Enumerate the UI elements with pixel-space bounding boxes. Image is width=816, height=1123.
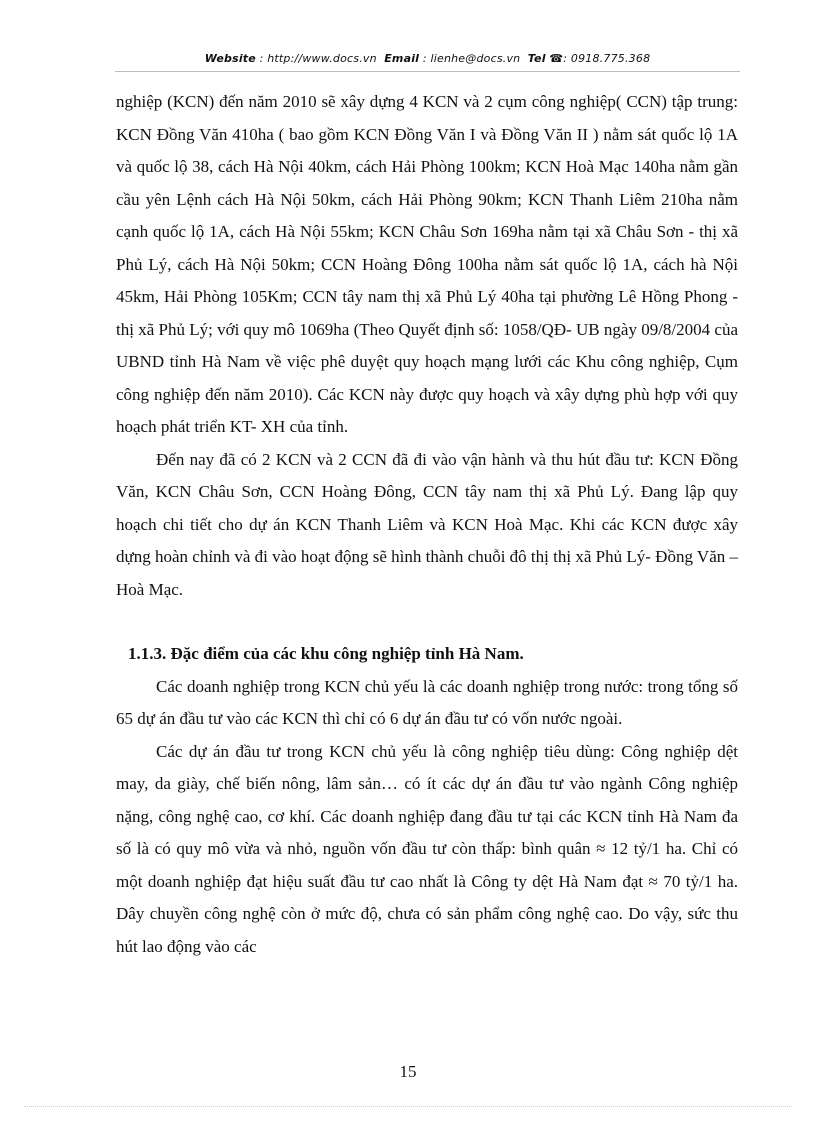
page-bottom-border [24,1106,792,1107]
paragraph-consumer-industry: Các dự án đầu tư trong KCN chủ yếu là công nghiệp tiêu dùng: Công nghiệp dệt may, da giày, chế biến nông, lâm sản… có ít các dự án đầu tư vào ngành Công nghiệp nặng, công nghệ cao, cơ khí. Các doanh nghiệp đang đầu tư tại các KCN tỉnh Hà Nam đa số là có quy mô vừa và nhỏ, nguồn vốn đầu tư còn thấp: bình quân ≈ 12 tỷ/1 ha. Chỉ có một doanh nghiệp đạt hiệu suất đầu tư cao nhất là Công ty dệt Hà Nam đạt ≈ 70 tỷ/1 ha. Dây chuyền công nghệ còn ở mức độ, chưa có sản phẩm công nghệ cao. Do vậy, sức thu hút lao động vào các [116,741,738,956]
paragraph-domestic-enterprises: Các doanh nghiệp trong KCN chủ yếu là các doanh nghiệp trong nước: trong tổng số 65 dự án đầu tư vào các KCN thì chỉ có 6 dự án đầu tư có vốn nước ngoài. [116,676,738,728]
phone-icon: ☎ [549,52,564,65]
email-separator: : [419,52,431,65]
paragraph-continuation: nghiệp (KCN) đến năm 2010 sẽ xây dựng 4 KCN và 2 cụm công nghiệp( CCN) tập trung: KCN Đồng Văn 410ha ( bao gồm KCN Đồng Văn I và Đồng Văn II ) nằm sát quốc lộ 1A và quốc lộ 38, cách Hà Nội 40km, cách Hải Phòng 100km; KCN Hoà Mạc 140ha nằm gần cầu yên Lệnh cách Hà Nội 50km, cách Hải Phòng 90km; KCN Thanh Liêm 210ha nằm cạnh quốc lộ 1A, cách Hà Nội 55km; KCN Châu Sơn 169ha nằm tại xã Châu Sơn - thị xã Phủ Lý, cách Hà Nội 50km; CCN Hoàng Đông 100ha nằm sát quốc lộ 1A, cách hà Nội 45km, Hải Phòng 105Km; CCN tây nam thị xã Phủ Lý 40ha tại phường Lê Hồng Phong - thị xã Phủ Lý; với quy mô 1069ha (Theo Quyết định số: 1058/QĐ- UB ngày 09/8/2004 của UBND tỉnh Hà Nam về việc phê duyệt quy hoạch mạng lưới các Khu công nghiệp, Cụm công nghiệp đến năm 2010). Các KCN này được quy hoạch và xây dựng phù hợp với quy hoạch phát triển KT- XH của tỉnh. [116,92,738,436]
email-label: Email [384,52,420,65]
website-separator: : [255,52,268,65]
page-number: 15 [399,1062,417,1081]
email-value: lienhe@docs.vn [430,52,521,65]
section-heading: 1.1.3. Đặc điểm của các khu công nghiệp tỉnh Hà Nam. [128,644,524,663]
tel-label: Tel [527,52,546,65]
document-body [116,86,738,963]
website-label: Website [204,52,256,65]
page-header [115,52,740,65]
paragraph-operating-zones: Đến nay đã có 2 KCN và 2 CCN đã đi vào vận hành và thu hút đầu tư: KCN Đồng Văn, KCN Châu Sơn, CCN Hoàng Đông, CCN tây nam thị xã Phủ Lý. Đang lập quy hoạch chi tiết cho dự án KCN Thanh Liêm và KCN Hoà Mạc. Khi các KCN được xây dựng hoàn chỉnh và đi vào hoạt động sẽ hình thành chuỗi đô thị thị xã Phủ Lý- Đồng Văn – Hoà Mạc. [116,449,738,599]
header-divider [115,71,740,72]
website-url: http://www.docs.vn [267,52,377,65]
tel-value: : 0918.775.368 [563,52,651,65]
